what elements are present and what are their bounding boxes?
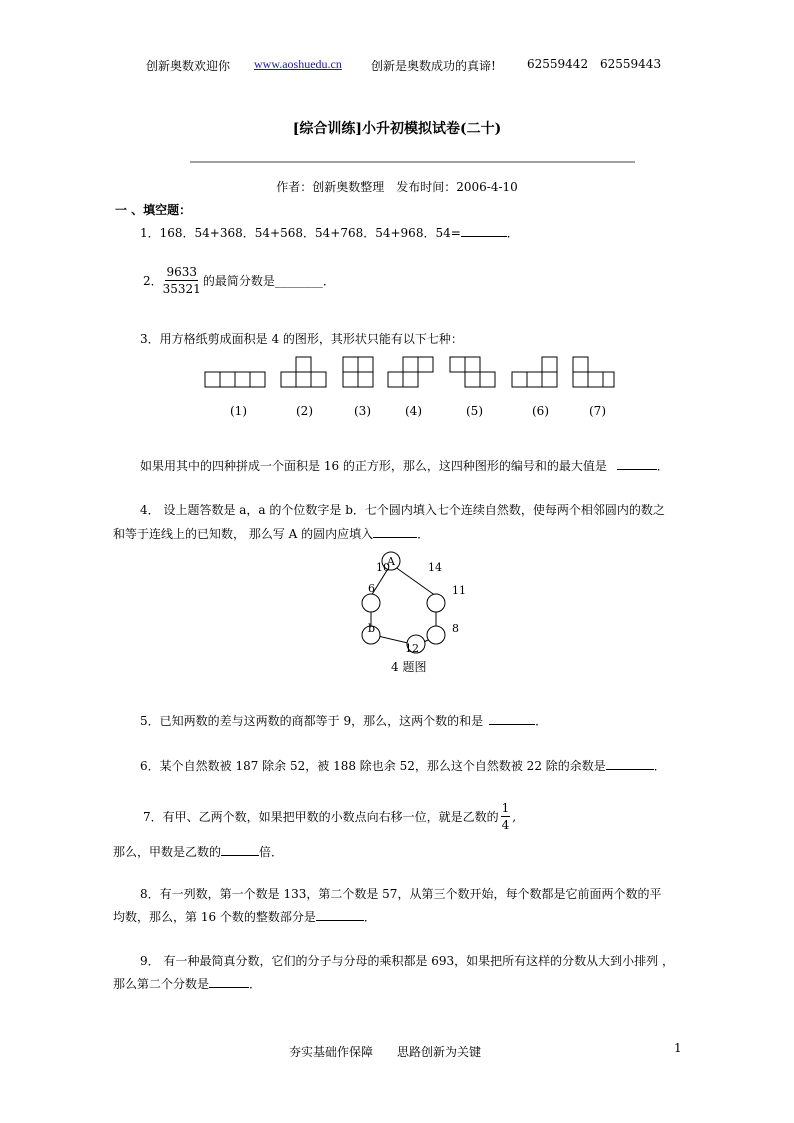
circle-right-upper [427,594,445,612]
question-7-line-2b: 倍． [259,845,284,859]
header-website-link[interactable]: www.aoshuedu.cn [254,57,342,71]
answer-blank-8[interactable] [316,908,364,921]
circle-diagram [340,548,480,658]
circle-left-upper [362,594,380,612]
edge-label-11: 11 [452,584,466,597]
circle-A-label: A [387,555,395,568]
shape-3 [343,357,373,387]
question-1: 1．168．54+368．54+568．54+768．54+968．54= ． [140,226,519,240]
question-9-line-1: 9． 有一种最简真分数，它们的分子与分母的乘积都是 693，如果把所有这样的分数从大到小排列 ， [140,954,674,968]
question-2 [143,264,335,297]
edge-label-14: 14 [428,561,442,574]
question-9-line-2: 那么第二个分数是 ． [113,977,262,991]
edge-label-6: 6 [368,582,375,595]
footer-motto-1: 夯实基础作保障 [289,1045,374,1059]
page-title: [综合训练]小升初模拟试卷(二十) [292,121,502,137]
answer-blank-7[interactable] [221,843,259,856]
edge-label-b: b [368,622,376,635]
question-8-line-2: 均数，那么，第 16 个数的整数部分是 ． [113,910,376,924]
question-7-line-2a: 那么，甲数是乙数的 [113,845,222,859]
question-7-line-1 [143,800,516,833]
edge-label-12: 12 [405,642,419,655]
author-date: 作者：创新奥数整理 发布时间：2006-4-10 [276,180,518,194]
question-7-text: 7．有甲、乙两个数，如果把甲数的小数点向右移一位，就是乙数的 [143,810,499,824]
question-2-fraction [163,264,201,297]
question-3-followup: 如果用其中的四种拼成一个面积是 16 的正方形，那么，这四种图形的编号和的最大值是 ． [140,459,669,473]
shape-1 [205,372,265,387]
question-7-line-2 [113,843,283,860]
question-7-fraction [501,800,511,833]
question-6: 6．某个自然数被 187 除余 52，被 188 除也余 52，那么这个自然数被 22 除的余数是 ． [140,759,666,773]
header-welcome: 创新奥数欢迎你 [146,59,231,73]
question-8-line-1: 8．有一列数，第一个数是 133，第二个数是 57，从第三个数开始，每个数都是它前面两个数的平 [140,887,662,901]
fraction-denominator: 35321 [162,282,201,296]
question-8-line-2-text: 均数，那么，第 16 个数的整数部分是 [113,910,316,924]
circle-right-lower [427,626,445,644]
shape-label-4: (4) [405,404,422,418]
question-1-text: 1．168．54+368．54+568．54+768．54+968．54= [140,226,461,240]
question-6-text: 6．某个自然数被 187 除余 52，被 188 除也余 52，那么这个自然数被 22 除的余数是 [140,759,606,773]
question-2-number: 2． [143,274,163,288]
shape-label-6: (6) [532,404,549,418]
title-divider [190,161,635,163]
shape-7 [573,357,614,387]
question-5-text: 5．已知两数的差与这两数的商都等于 9，那么，这两个数的和是 [140,714,484,728]
fraction-numerator: 9633 [166,265,197,279]
answer-blank-6[interactable] [606,757,654,770]
shape-2 [281,357,326,387]
shape-5 [450,357,495,387]
tetromino-shapes [195,350,615,395]
question-7-comma: , [512,809,517,824]
answer-blank-4[interactable] [373,525,417,538]
answer-blank-5[interactable] [489,712,535,725]
fraction-denominator: 4 [501,818,510,832]
header-phone-2: 62559443 [600,57,662,71]
question-4-line-2-text: 和等于连线上的已知数， 那么写 A 的圆内应填入 [113,527,374,541]
question-3-followup-text: 如果用其中的四种拼成一个面积是 16 的正方形，那么，这四种图形的编号和的最大值是 [140,459,607,473]
header-slogan: 创新是奥数成功的真谛! [371,59,496,73]
shape-4 [388,357,433,387]
question-4-line-2: 和等于连线上的已知数， 那么写 A 的圆内应填入 ． [113,527,430,541]
question-9-line-2-text: 那么第二个分数是 [113,977,210,991]
footer-motto-2: 思路创新为关键 [397,1045,482,1059]
answer-blank-3[interactable] [617,457,657,470]
question-4-line-1: 4． 设上题答数是 a，a 的个位数字是 b．七个圆内填入七个连续自然数，使每两个相邻圆内的数之 [140,503,665,517]
question-5: 5．已知两数的差与这两数的商都等于 9，那么，这两个数的和是 ． [140,714,548,728]
shape-label-5: (5) [466,404,483,418]
answer-blank-9[interactable] [209,975,249,988]
header-phone-1: 62559442 [527,57,589,71]
page-number: 1 [674,1041,682,1055]
shape-label-2: (2) [296,404,313,418]
section-heading: 一 、填空题： [115,203,192,217]
edge-label-8: 8 [452,622,459,635]
shape-label-3: (3) [354,404,371,418]
diagram-caption: 4 题图 [391,660,427,674]
edge-label-10: 10 [376,561,390,574]
fraction-numerator: 1 [501,801,510,815]
shape-label-7: (7) [589,404,606,418]
shape-6 [512,357,557,387]
question-2-text: 的最简分数是________． [202,274,335,288]
question-3: 3．用方格纸剪成面积是 4 的图形，其形状只能有以下七种： [140,332,463,346]
shape-label-1: (1) [230,404,247,418]
answer-blank-1[interactable] [461,224,507,237]
